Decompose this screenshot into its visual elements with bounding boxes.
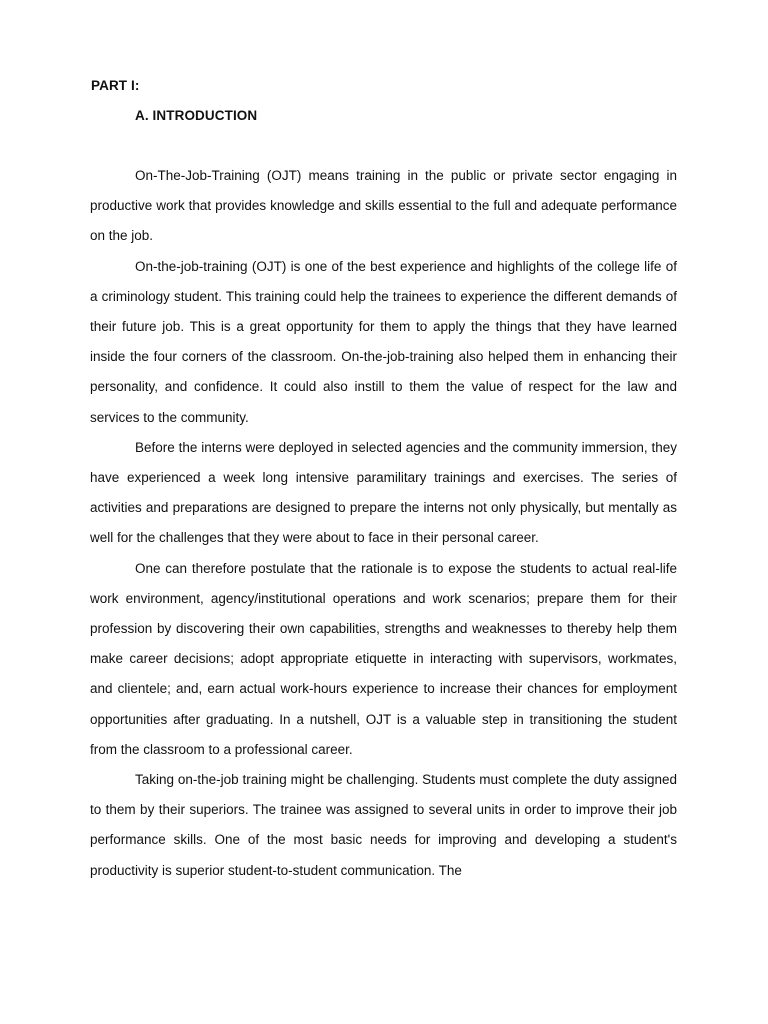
paragraph-paramilitary-training: Before the interns were deployed in selected agencies and the community immersion, they have experienced a week long intensive paramilitary trainings and exercises. The series of activities and preparations are designed to prepare the interns not only physically, but mentally as well for the challenges that they were about to face in their personal career. xyxy=(90,439,677,546)
paragraph-challenges: Taking on-the-job training might be challenging. Students must complete the duty assigned to them by their superiors. The trainee was assigned to several units in order to improve their job performance skills. One of the most basic needs for improving and developing a student's productivity is superior student-to-student communication. The xyxy=(90,772,677,878)
paragraph-rationale: One can therefore postulate that the rationale is to expose the students to actual real-life work environment, agency/institutional operations and work scenarios; prepare them for their profession by discovering their own capabilities, strengths and weaknesses to thereby help them make career decisions; adopt appropriate etiquette in interacting with supervisors, workmates, and clientele; and, earn actual work-hours experience to increase their chances for employment opportunities after graduating. In a nutshell, OJT is a valuable step in transitioning the student from the classroom to a professional career. xyxy=(90,560,677,757)
body-text xyxy=(90,161,677,886)
paragraph-ojt-experience: On-the-job-training (OJT) is one of the best experience and highlights of the college life of a criminology student. This training could help the trainees to experience the different demands of their future job. This is a great opportunity for them to apply the things that they have learned inside the four corners of the classroom. On-the-job-training also helped them in enhancing their personality, and confidence. It could also instill to them the value of respect for the law and services to the community. xyxy=(90,258,677,425)
paragraph-ojt-definition: On-The-Job-Training (OJT) means training in the public or private sector engaging in productive work that provides knowledge and skills essential to the full and adequate performance on the job. xyxy=(90,168,677,244)
section-heading: A. INTRODUCTION xyxy=(135,108,258,123)
part-heading: PART I: xyxy=(91,78,140,93)
